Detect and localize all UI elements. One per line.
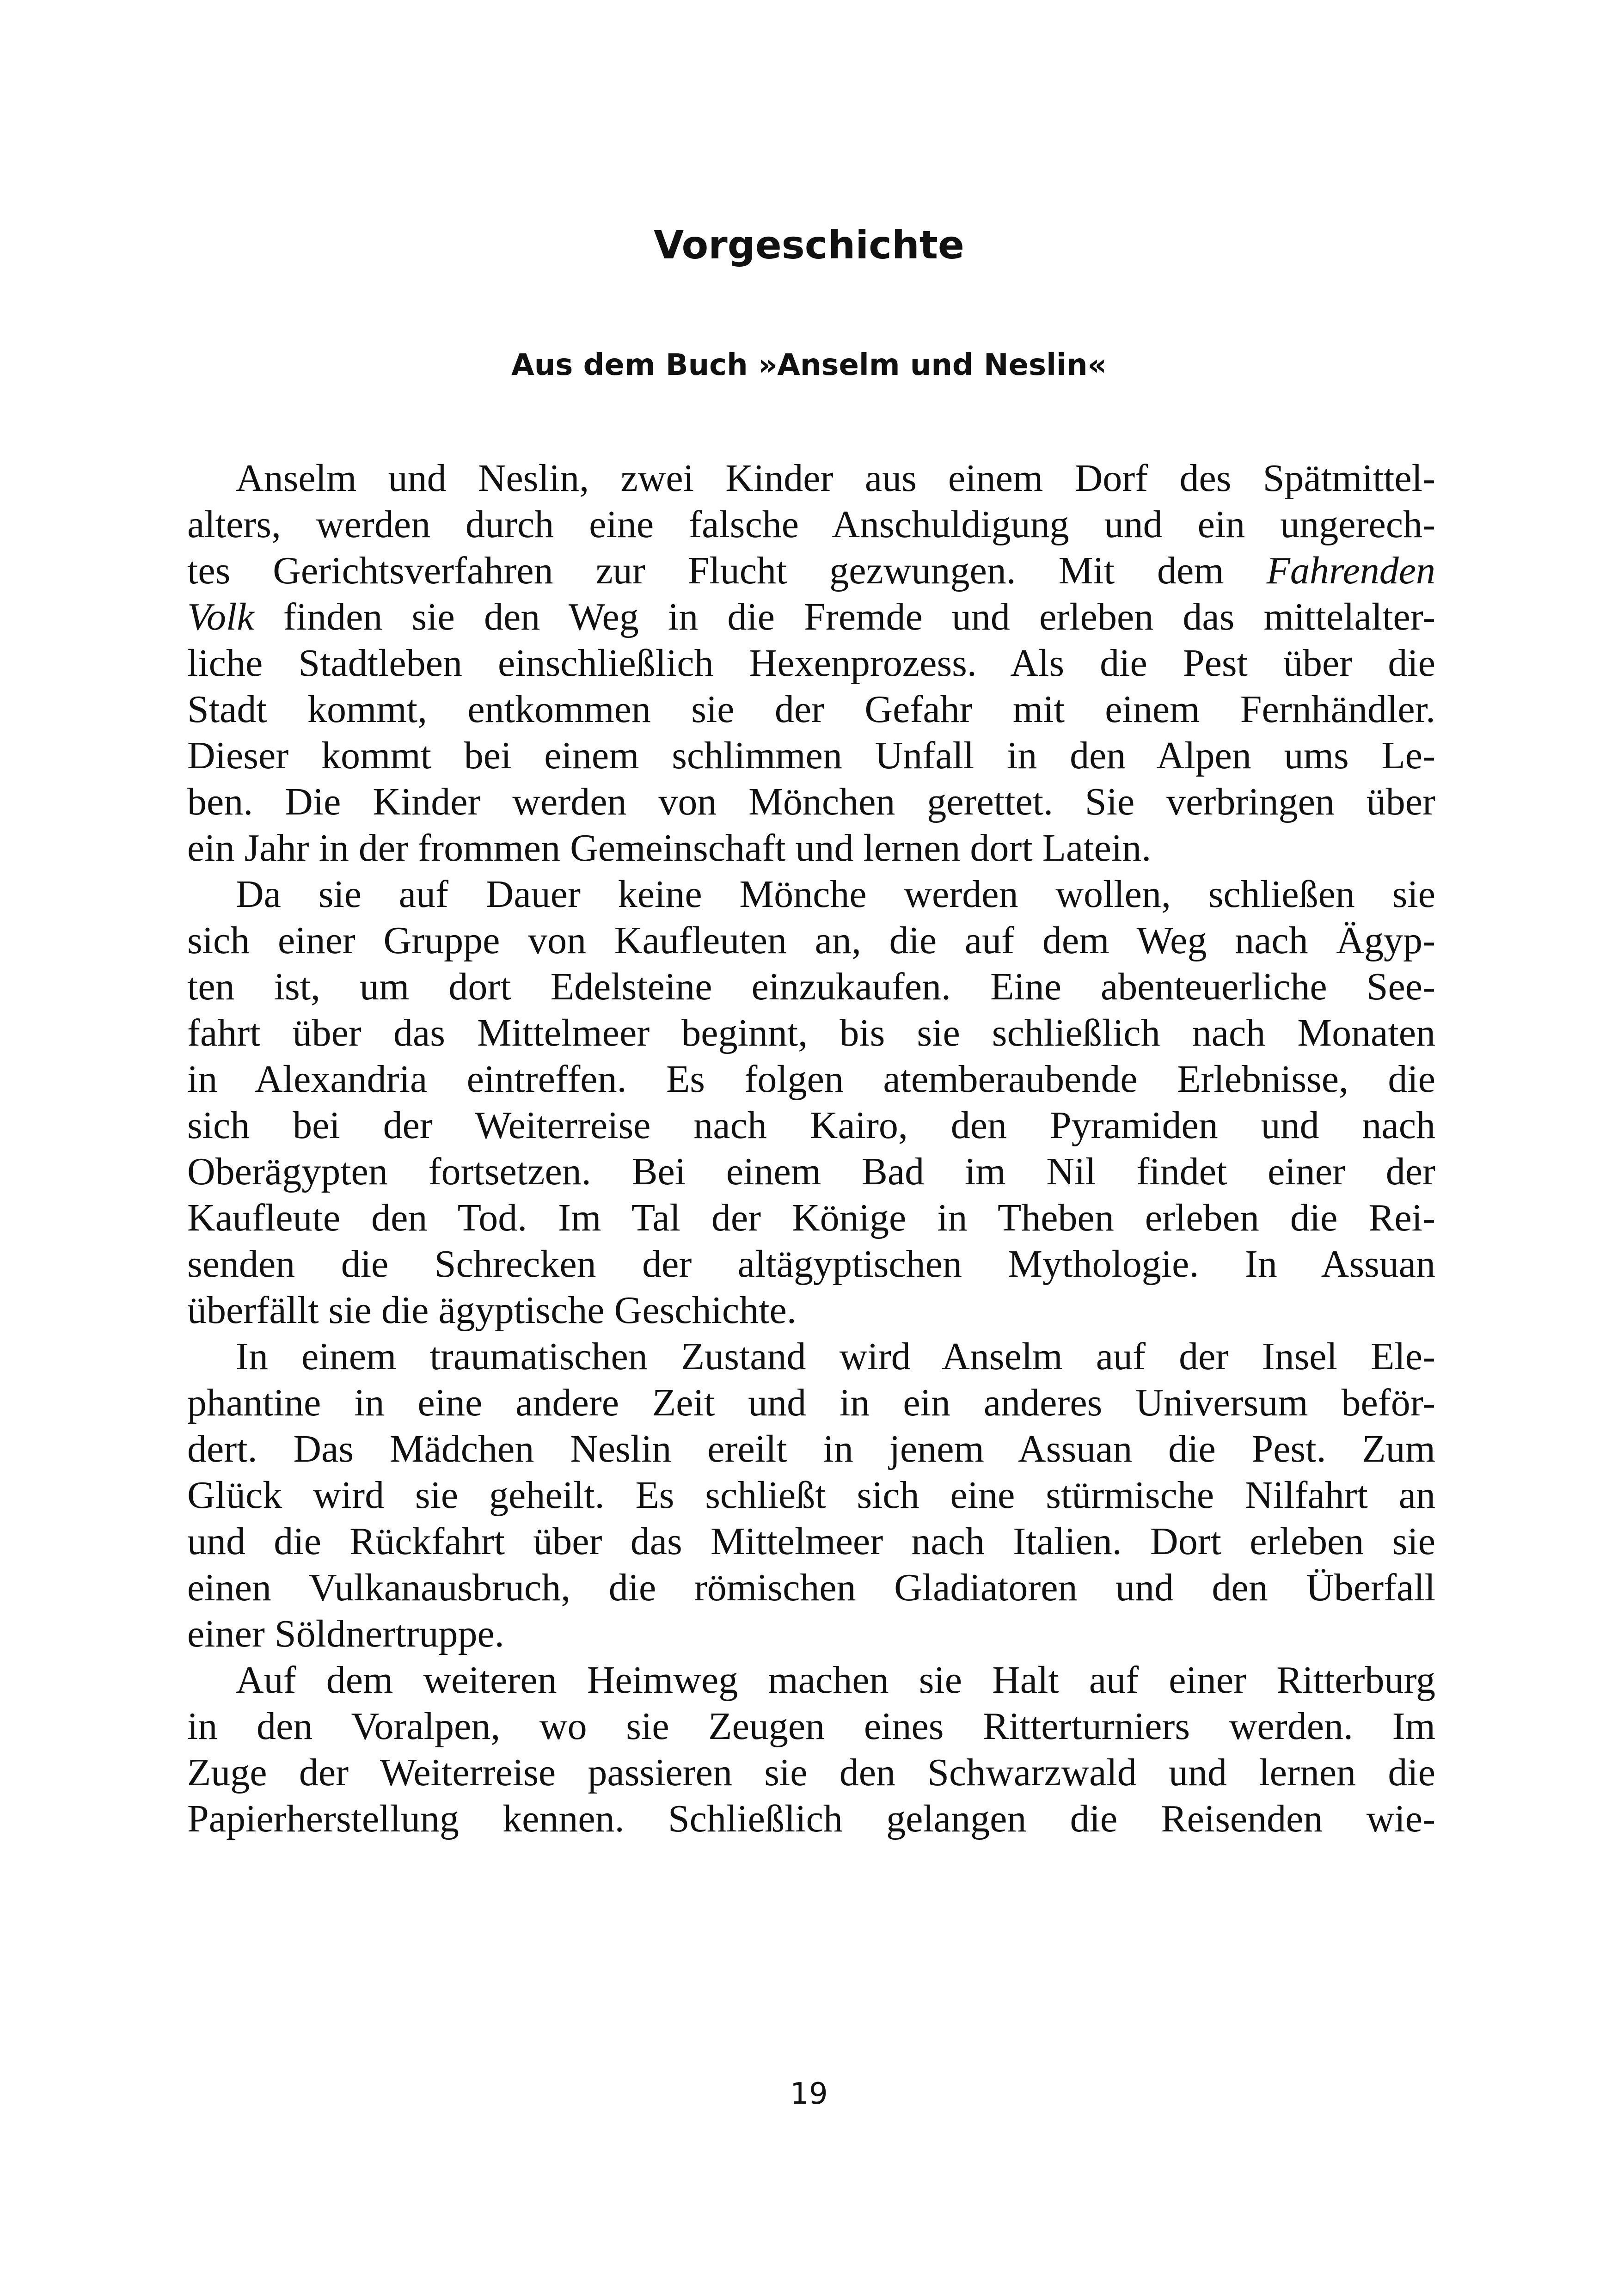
text-line: Anselm und Neslin, zwei Kinder aus einem Dorf des Spätmittel- [236, 457, 1435, 500]
text-line: Papierherstellung kennen. Schließlich gelangen die Reisenden wie- [187, 1797, 1435, 1840]
text-line: liche Stadtleben einschließlich Hexenprozess. Als die Pest über die [187, 642, 1435, 685]
italic-term: Fahrenden [1266, 549, 1435, 592]
text-line: alters, werden durch eine falsche Anschuldigung und ein ungerech- [187, 503, 1435, 546]
text-line: in Alexandria eintreffen. Es folgen atemberaubende Erlebnisse, die [187, 1058, 1435, 1101]
text-line: Glück wird sie geheilt. Es schließt sich eine stürmische Nilfahrt an [187, 1474, 1435, 1517]
text-line: Da sie auf Dauer keine Mönche werden wollen, schließen sie [236, 873, 1435, 916]
text-line: und die Rückfahrt über das Mittelmeer nach Italien. Dort erleben sie [187, 1520, 1435, 1563]
text-line: senden die Schrecken der altägyptischen Mythologie. In Assuan [187, 1243, 1435, 1286]
text-line: phantine in eine andere Zeit und in ein anderes Universum beför- [187, 1381, 1435, 1424]
italic-term: Volk [187, 595, 254, 638]
text-line: Oberägypten fortsetzen. Bei einem Bad im Nil findet einer der [187, 1150, 1435, 1193]
text-line: fahrt über das Mittelmeer beginnt, bis sie schließlich nach Monaten [187, 1011, 1435, 1054]
text-segment: finden sie den Weg in die Fremde und erleben das mittelalter- [283, 595, 1435, 638]
text-line: sich einer Gruppe von Kaufleuten an, die auf dem Weg nach Ägyp- [187, 919, 1435, 962]
chapter-subtitle: Aus dem Buch »Anselm und Neslin« [511, 348, 1107, 382]
text-line [187, 548, 1435, 594]
text-segment: tes Gerichtsverfahren zur Flucht gezwungen. Mit dem [187, 549, 1224, 592]
text-line: sich bei der Weiterreise nach Kairo, den Pyramiden und nach [187, 1104, 1435, 1147]
chapter-title: Vorgeschichte [654, 222, 964, 268]
text-line: Dieser kommt bei einem schlimmen Unfall in den Alpen ums Le- [187, 734, 1435, 777]
text-line: Zuge der Weiterreise passieren sie den Schwarzwald und lernen die [187, 1751, 1435, 1794]
text-line: in den Voralpen, wo sie Zeugen eines Ritterturniers werden. Im [187, 1705, 1435, 1748]
text-line: Stadt kommt, entkommen sie der Gefahr mit einem Fernhändler. [187, 688, 1435, 731]
text-line: dert. Das Mädchen Neslin ereilt in jenem Assuan die Pest. Zum [187, 1427, 1435, 1470]
text-line: Kaufleute den Tod. Im Tal der Könige in Theben erleben die Rei- [187, 1196, 1435, 1239]
text-line: ten ist, um dort Edelsteine einzukaufen. Eine abenteuerliche See- [187, 965, 1435, 1008]
body-text [187, 455, 1435, 1842]
page-number: 19 [790, 2077, 828, 2111]
text-line [187, 594, 1435, 640]
text-line: überfällt sie die ägyptische Geschichte. [187, 1289, 797, 1332]
text-line: einen Vulkanausbruch, die römischen Gladiatoren und den Überfall [187, 1566, 1435, 1609]
text-line: ben. Die Kinder werden von Mönchen gerettet. Sie verbringen über [187, 780, 1435, 823]
text-line: Auf dem weiteren Heimweg machen sie Halt auf einer Ritterburg [236, 1659, 1435, 1702]
text-line: ein Jahr in der frommen Gemeinschaft und lernen dort Latein. [187, 827, 1152, 869]
text-line: In einem traumatischen Zustand wird Anselm auf der Insel Ele- [236, 1335, 1435, 1378]
text-line: einer Söldnertruppe. [187, 1612, 504, 1655]
